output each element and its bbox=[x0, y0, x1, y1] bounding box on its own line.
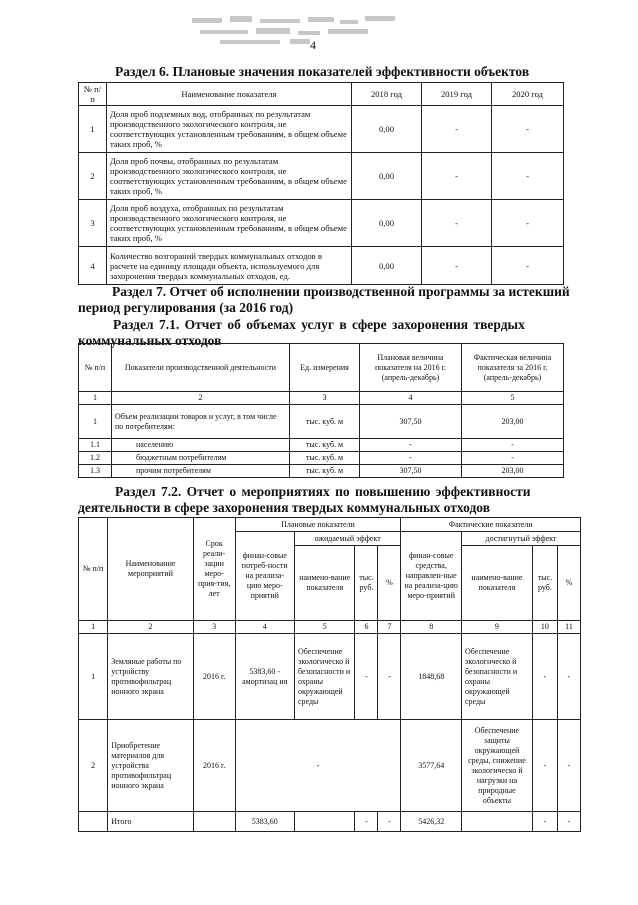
col-number: 2 bbox=[108, 621, 194, 634]
cell-2018: 0,00 bbox=[352, 200, 422, 247]
cell-2019: - bbox=[422, 153, 492, 200]
cell-n: 2 bbox=[79, 153, 107, 200]
cell-exp-pct: - bbox=[378, 634, 401, 720]
cell-ach-thous: - bbox=[532, 812, 557, 832]
table-header-row bbox=[79, 83, 564, 106]
cell-plan: - bbox=[360, 452, 462, 465]
col-header: % bbox=[378, 546, 401, 621]
cell-ach-pct: - bbox=[557, 634, 580, 720]
cell-ach-name: Обеспечение экологическо й безопасности и охраны окружающей среды bbox=[461, 634, 532, 720]
cell-exp-pct: - bbox=[378, 812, 401, 832]
col-header: тыс. руб. bbox=[355, 546, 378, 621]
table-row bbox=[79, 439, 564, 452]
col-header: финан-совые потреб-ности на реализа-цию меро-приятий bbox=[235, 532, 294, 621]
cell-plan: 307,50 bbox=[360, 405, 462, 439]
cell-fact-fin: 3577,64 bbox=[401, 720, 462, 812]
cell-unit: тыс. куб. м bbox=[290, 465, 360, 478]
col-header: Наименование мероприятий bbox=[108, 518, 194, 621]
cell-ach-pct: - bbox=[557, 720, 580, 812]
cell-fact: 203,00 bbox=[462, 405, 564, 439]
cell-name: Количество возгораний твердых коммунальных отходов в расчете на единицу площади объекта, используемого для захоронения твердых коммунальных отходов, ед. bbox=[107, 247, 352, 285]
table-row bbox=[79, 106, 564, 153]
col-header: финан-совые средства, направлен-ные на реализа-цию меро-приятий bbox=[401, 532, 462, 621]
table-row bbox=[79, 634, 581, 720]
table-row bbox=[79, 405, 564, 439]
col-header: № п/п bbox=[79, 518, 108, 621]
col-header: Фактическая величина показателя за 2016 г. (апрель-декабрь) bbox=[462, 344, 564, 392]
col-number: 2 bbox=[112, 392, 290, 405]
table-row bbox=[79, 200, 564, 247]
col-header: наимено-вание показателя bbox=[294, 546, 355, 621]
cell-name: Доля проб воздуха, отобранных по результатам производственного экологического контроля, не соответствующих установленным требованиям, в общем объеме таких проб, % bbox=[107, 200, 352, 247]
cell-n: 2 bbox=[79, 720, 108, 812]
cell-n: 1 bbox=[79, 405, 112, 439]
col-header: 2018 год bbox=[352, 83, 422, 106]
cell-2019: - bbox=[422, 200, 492, 247]
col-number: 4 bbox=[235, 621, 294, 634]
cell-term: 2016 г. bbox=[193, 634, 235, 720]
table-row bbox=[79, 153, 564, 200]
cell-name: бюджетным потребителям bbox=[112, 452, 290, 465]
cell-2019: - bbox=[422, 106, 492, 153]
cell-name: Приобретение материалов для устройства противофильтрац ионного экрана bbox=[108, 720, 194, 812]
col-number: 1 bbox=[79, 621, 108, 634]
cell-n: 1.2 bbox=[79, 452, 112, 465]
cell-fact-fin: 5426,32 bbox=[401, 812, 462, 832]
cell-ach-name bbox=[461, 812, 532, 832]
cell-plan-fin: 5383,60 - амортизац ия bbox=[235, 634, 294, 720]
col-number-row bbox=[79, 621, 581, 634]
col-header: Фактические показатели bbox=[401, 518, 581, 532]
section-7-2-title-cont: деятельности в сфере захоронения твердых коммунальных отходов bbox=[78, 500, 490, 515]
cell-plan-fin: 5383,60 bbox=[235, 812, 294, 832]
col-header: 2019 год bbox=[422, 83, 492, 106]
col-header: Наименование показателя bbox=[107, 83, 352, 106]
cell-n: 1 bbox=[79, 106, 107, 153]
cell-exp-name: Обеспечение экологическо й безопасности и охраны окружающей среды bbox=[294, 634, 355, 720]
col-number: 10 bbox=[532, 621, 557, 634]
section-6-table bbox=[78, 82, 564, 285]
col-header: Плановые показатели bbox=[235, 518, 401, 532]
col-number: 1 bbox=[79, 392, 112, 405]
cell-n: 1.3 bbox=[79, 465, 112, 478]
table-total-row bbox=[79, 812, 581, 832]
col-number: 3 bbox=[193, 621, 235, 634]
cell-fact-fin: 1848,68 bbox=[401, 634, 462, 720]
table-row bbox=[79, 247, 564, 285]
cell-plan-fin: - bbox=[235, 720, 401, 812]
cell-term bbox=[193, 812, 235, 832]
cell-name: Доля проб почвы, отобранных по результатам производственного экологического контроля, не соответствующих установленным требованиям, в общем объеме таких проб, % bbox=[107, 153, 352, 200]
cell-unit: тыс. куб. м bbox=[290, 452, 360, 465]
cell-n: 3 bbox=[79, 200, 107, 247]
col-number: 9 bbox=[461, 621, 532, 634]
col-header: достигнутый эффект bbox=[461, 532, 580, 546]
col-header: № п/п bbox=[79, 83, 107, 106]
cell-name: Земляные работы по устройству противофильтрац ионного экрана bbox=[108, 634, 194, 720]
col-header: тыс. руб. bbox=[532, 546, 557, 621]
cell-n bbox=[79, 812, 108, 832]
cell-ach-thous: - bbox=[532, 720, 557, 812]
section-7-1-title-cont: коммунальных отходов bbox=[78, 333, 222, 348]
section-7-title-cont: период регулирования (за 2016 год) bbox=[78, 300, 294, 315]
col-header: Срок реали-зации меро-прия-тия, лет bbox=[193, 518, 235, 621]
blurred-header-stamp bbox=[190, 14, 410, 48]
col-number: 3 bbox=[290, 392, 360, 405]
cell-2018: 0,00 bbox=[352, 106, 422, 153]
cell-unit: тыс. куб. м bbox=[290, 439, 360, 452]
cell-fact: - bbox=[462, 439, 564, 452]
col-number: 7 bbox=[378, 621, 401, 634]
cell-name: Доля проб подземных вод, отобранных по результатам производственного экологического контроля, не соответствующих установленным требованиям, в общем объеме таких проб, % bbox=[107, 106, 352, 153]
cell-ach-pct: - bbox=[557, 812, 580, 832]
cell-2018: 0,00 bbox=[352, 247, 422, 285]
col-header: Ед. измерения bbox=[290, 344, 360, 392]
section-7-2-table bbox=[78, 517, 581, 832]
table-row bbox=[79, 720, 581, 812]
cell-unit: тыс. куб. м bbox=[290, 405, 360, 439]
table-row bbox=[79, 452, 564, 465]
col-header: % bbox=[557, 546, 580, 621]
cell-term: 2016 г. bbox=[193, 720, 235, 812]
cell-2020: - bbox=[492, 153, 564, 200]
cell-2020: - bbox=[492, 247, 564, 285]
cell-ach-name: Обеспечение защиты окружающей среды, снижение экологическо й нагрузки на природные объекты bbox=[461, 720, 532, 812]
cell-2019: - bbox=[422, 247, 492, 285]
col-number: 5 bbox=[294, 621, 355, 634]
section-6-title: Раздел 6. Плановые значения показателей эффективности объектов bbox=[115, 64, 530, 79]
col-number: 5 bbox=[462, 392, 564, 405]
cell-exp-thous: - bbox=[355, 812, 378, 832]
col-header: Показатели производственной деятельности bbox=[112, 344, 290, 392]
cell-plan: - bbox=[360, 439, 462, 452]
cell-n: 1 bbox=[79, 634, 108, 720]
section-7-title: Раздел 7. Отчет об исполнении производственной программы за истекший bbox=[112, 284, 570, 299]
page-number: 4 bbox=[310, 38, 316, 52]
cell-exp-name bbox=[294, 812, 355, 832]
cell-n: 1.1 bbox=[79, 439, 112, 452]
cell-total-label: Итого bbox=[108, 812, 194, 832]
col-number-row bbox=[79, 392, 564, 405]
section-7-2-title: Раздел 7.2. Отчет о мероприятиях по повышению эффективности bbox=[115, 484, 531, 499]
table-row bbox=[79, 465, 564, 478]
col-header: № п/п bbox=[79, 344, 112, 392]
cell-ach-thous: - bbox=[532, 634, 557, 720]
cell-name: прочим потребителям bbox=[112, 465, 290, 478]
col-header: наимено-вание показателя bbox=[461, 546, 532, 621]
col-header: Плановая величина показателя на 2016 г. (апрель-декабрь) bbox=[360, 344, 462, 392]
cell-name: населению bbox=[112, 439, 290, 452]
col-number: 6 bbox=[355, 621, 378, 634]
col-number: 8 bbox=[401, 621, 462, 634]
cell-n: 4 bbox=[79, 247, 107, 285]
cell-2018: 0,00 bbox=[352, 153, 422, 200]
section-7-1-title: Раздел 7.1. Отчет об объемах услуг в сфере захоронения твердых bbox=[113, 317, 525, 332]
cell-name: Объем реализации товаров и услуг, в том числе по потребителям: bbox=[112, 405, 290, 439]
table-header-row bbox=[79, 344, 564, 392]
cell-exp-thous: - bbox=[355, 634, 378, 720]
col-header: 2020 год bbox=[492, 83, 564, 106]
col-number: 4 bbox=[360, 392, 462, 405]
cell-plan: 307,50 bbox=[360, 465, 462, 478]
section-7-1-table bbox=[78, 343, 564, 478]
cell-fact: - bbox=[462, 452, 564, 465]
col-header: ожидаемый эффект bbox=[294, 532, 400, 546]
cell-2020: - bbox=[492, 200, 564, 247]
col-number: 11 bbox=[557, 621, 580, 634]
table-header-row bbox=[79, 518, 581, 532]
cell-2020: - bbox=[492, 106, 564, 153]
cell-fact: 203,00 bbox=[462, 465, 564, 478]
